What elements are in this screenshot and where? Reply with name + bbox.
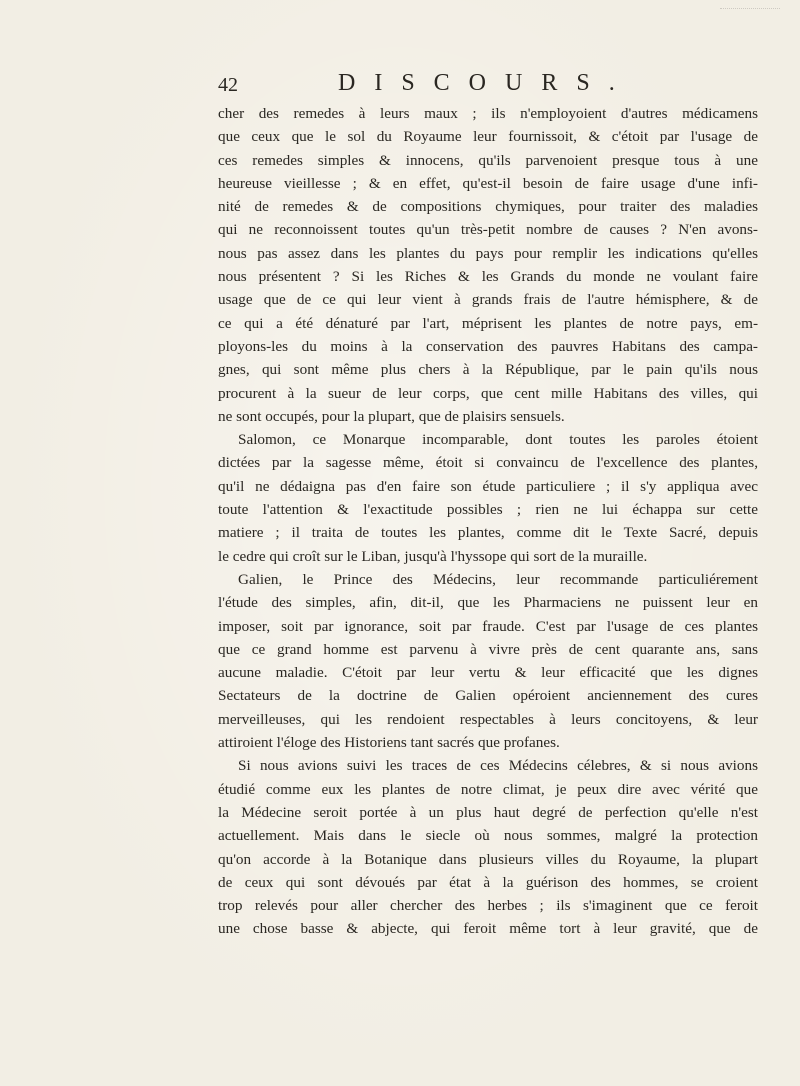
text-line: que ceux que le sol du Royaume leur fournissoit, & c'étoit par l'usage de: [218, 128, 758, 146]
text-line: une chose basse & abjecte, qui feroit même tort à leur gravité, que de: [218, 920, 758, 938]
text-line: que ce grand homme est parvenu à vivre près de cent quarante ans, sans: [218, 640, 758, 658]
text-line: ployons-les du moins à la conservation des pauvres Habitans des campa-: [218, 337, 758, 355]
text-line: ne sont occupés, pour la plupart, que de plaisirs sensuels.: [218, 407, 565, 425]
text-line: Salomon, ce Monarque incomparable, dont toutes les paroles étoient: [238, 431, 758, 449]
text-line: qu'on accorde à la Botanique dans plusieurs villes du Royaume, la plupart: [218, 850, 758, 868]
body-text: [218, 102, 758, 941]
text-line: aucune maladie. C'étoit par leur vertu & leur efficacité que les dignes: [218, 664, 758, 682]
page-number: 42: [218, 74, 238, 96]
text-line: ces remedes simples & innocens, qu'ils parvenoient presque tous à une: [218, 151, 758, 169]
text-line: nous présentent ? Si les Riches & les Grands du monde ne voulant faire: [218, 268, 758, 286]
text-line: toute l'attention & l'exactitude possibles ; rien ne lui échappa sur cette: [218, 501, 758, 519]
text-line: l'étude des simples, afin, dit-il, que les Pharmaciens ne puissent leur en: [218, 594, 758, 612]
text-line: étudié comme eux les plantes de notre climat, je peux dire avec vérité que: [218, 780, 758, 798]
text-line: merveilleuses, qui les rendoient respectables à leurs concitoyens, & leur: [218, 710, 758, 728]
text-line: ce qui a été dénaturé par l'art, méprisent les plantes de notre pays, em-: [218, 314, 758, 332]
text-line: heureuse vieillesse ; & en effet, qu'est-il besoin de faire usage d'une infi-: [218, 174, 758, 192]
text-line: dictées par la sagesse même, étoit si convaincu de l'excellence des plantes,: [218, 454, 758, 472]
text-line: le cedre qui croît sur le Liban, jusqu'à l'hyssope qui sort de la muraille.: [218, 547, 648, 565]
page-header: [218, 70, 758, 102]
text-line: la Médecine seroit portée à un plus haut degré de perfection qu'elle n'est: [218, 803, 758, 821]
text-line: matiere ; il traita de toutes les plantes, comme dit le Texte Sacré, depuis: [218, 524, 758, 542]
text-line: nous pas assez dans les plantes du pays pour remplir les indications qu'elles: [218, 244, 758, 262]
text-line: Si nous avions suivi les traces de ces Médecins célebres, & si nous avions: [238, 757, 758, 775]
text-line: cher des remedes à leurs maux ; ils n'employoient d'autres médicamens: [218, 105, 758, 122]
text-line: attiroient l'éloge des Historiens tant sacrés que profanes.: [218, 734, 560, 752]
text-line: Galien, le Prince des Médecins, leur recommande particuliérement: [238, 570, 758, 588]
text-line: de ceux qui sont dévoués par état à la guérison des hommes, se croient: [218, 873, 758, 891]
text-line: Sectateurs de la doctrine de Galien opéroient anciennement des cures: [218, 687, 758, 705]
text-line: qu'il ne dédaigna pas d'en faire son étude particuliere ; il s'y appliqua avec: [218, 477, 758, 495]
text-line: procurent à la sueur de leur corps, que cent mille Habitans des villes, qui: [218, 384, 758, 402]
text-line: actuellement. Mais dans le siecle où nous sommes, malgré la protection: [218, 827, 758, 845]
text-line: trop relevés pour aller chercher des herbes ; ils s'imaginent que ce feroit: [218, 897, 758, 915]
text-line: gnes, qui sont même plus chers à la République, par le pain qu'ils nous: [218, 361, 758, 379]
text-line: qui ne reconnoissent toutes qu'un très-petit nombre de causes ? N'en avons-: [218, 221, 758, 239]
page-mark: [720, 8, 780, 19]
running-head: DISCOURS.: [338, 70, 634, 96]
text-line: nité de remedes & de compositions chymiques, pour traiter des maladies: [218, 198, 758, 216]
text-line: imposer, soit par ignorance, soit par fraude. C'est par l'usage de ces plantes: [218, 617, 758, 635]
text-line: usage que de ce qui leur vient à grands frais de l'autre hémisphere, & de: [218, 291, 758, 309]
